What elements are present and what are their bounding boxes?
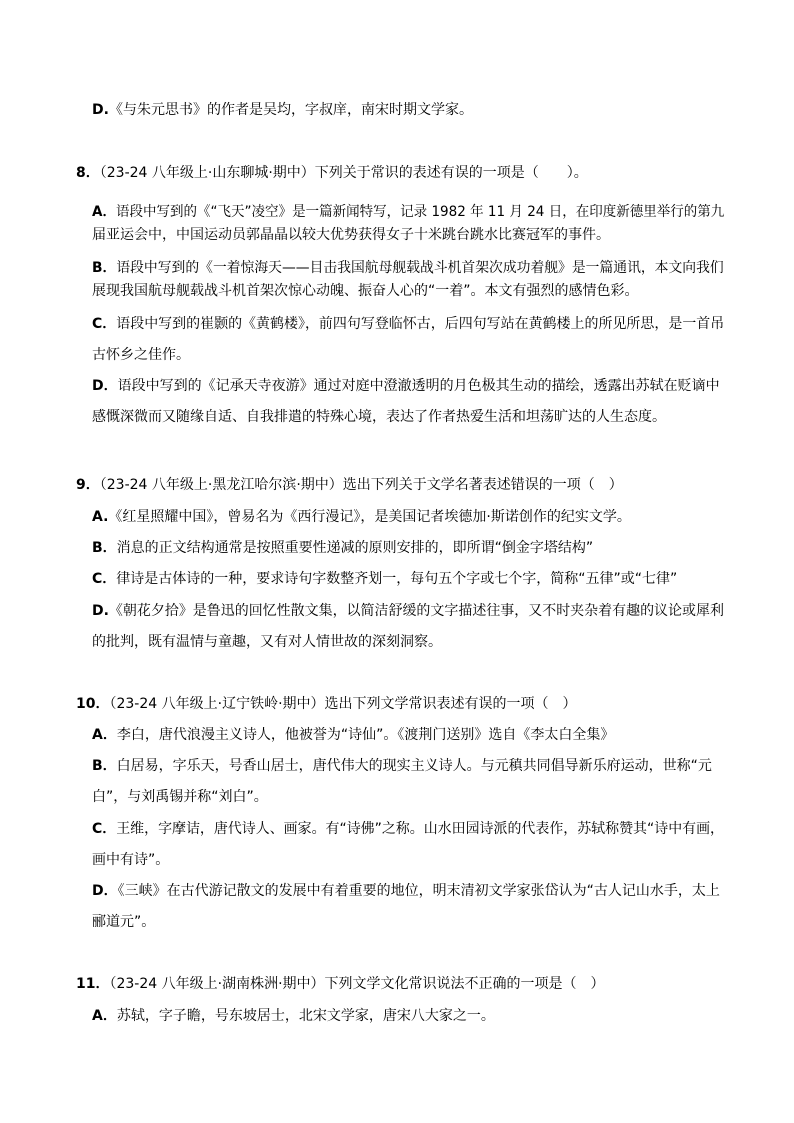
- question-number: 8．: [76, 165, 100, 181]
- option-text: 《红星照耀中国》，曾易名为《西行漫记》，是美国记者埃德加·斯诺创作的纪实文学。: [108, 509, 631, 525]
- option-line: [92, 1006, 495, 1026]
- option-line: [92, 258, 724, 278]
- option-label: D．: [92, 883, 118, 899]
- option-line-continued: [92, 345, 190, 365]
- option-label: B．: [92, 540, 117, 556]
- question-source: （23-24 八年级上·辽宁铁岭·期中）: [109, 696, 325, 712]
- option-label: B．: [92, 260, 117, 276]
- option-line-continued: [92, 632, 442, 652]
- option-text: 白”，与刘禹锡并称“刘白”。: [92, 789, 268, 805]
- question-number: 9．: [76, 477, 100, 493]
- option-text: 《与朱元思书》的作者是吴均，字叔庠，南宋时期文学家。: [108, 102, 473, 118]
- option-text: 语段中写到的崔颢的《黄鹤楼》，前四句写登临怀古，后四句写站在黄鹤楼上的所见所思，是一首吊: [116, 316, 725, 332]
- option-text: 语段中写到的《记承天寺夜游》通过对庭中澄澈透明的月色极其生动的描绘，透露出苏轼在贬谪中: [117, 378, 720, 394]
- option-label: B．: [92, 758, 117, 774]
- option-text: 王维，字摩诘，唐代诗人、画家。有“诗佛”之称。山水田园诗派的代表作，苏轼称赞其“诗中有画，: [116, 821, 725, 837]
- option-label: D.: [92, 603, 109, 619]
- option-label: C．: [92, 821, 117, 837]
- option-text: 苏轼，字子瞻，号东坡居士，北宋文学家，唐宋八大家之一。: [116, 1008, 495, 1024]
- question-text: 下列文学文化常识说法不正确的一项是（ ）: [324, 976, 605, 992]
- option-line: [92, 538, 593, 558]
- option-text: 感慨深微而又随缘自适、自我排遣的特殊心境，表达了作者热爱生活和坦荡旷达的人生态度。: [92, 409, 666, 425]
- option-text: 律诗是古体诗的一种，要求诗句字数整齐划一，每句五个字或七个字，简称“五律”或“七律”: [116, 571, 678, 587]
- question-text: 选出下列关于文学名著表述错误的一项（ ）: [342, 477, 623, 493]
- option-line: [92, 376, 720, 396]
- question-stem: [76, 475, 623, 495]
- option-text: 《朝花夕拾》是鲁迅的回忆性散文集，以简洁舒缓的文字描述往事，又不时夹杂着有趣的议论或犀利: [108, 603, 724, 619]
- option-line: [92, 100, 473, 120]
- option-line: [92, 756, 712, 776]
- question-stem: [76, 694, 577, 714]
- option-line: [92, 819, 724, 839]
- option-text: 届亚运会中，中国运动员郭晶晶以较大优势获得女子十米跳台跳水比赛冠军的事件。: [92, 227, 610, 243]
- option-line: [92, 314, 724, 334]
- option-text: 《三峡》在古代游记散文的发展中有着重要的地位，明末清初文学家张岱认为“古人记山水手，太上: [117, 883, 720, 899]
- option-label: D．: [92, 378, 118, 394]
- option-text: 古怀乡之佳作。: [92, 347, 190, 363]
- option-line-continued: [92, 407, 666, 427]
- option-line: [92, 569, 677, 589]
- option-line-continued: [92, 281, 639, 301]
- option-text: 李白，唐代浪漫主义诗人，他被誉为“诗仙”。《渡荆门送别》选自《李太白全集》: [116, 727, 615, 743]
- option-line: [92, 202, 724, 222]
- option-text: 语段中写到的《“飞天”凌空》是一篇新闻特写，记录 1982 年 11 月 24 日，在印度新德里举行的第九: [115, 204, 725, 220]
- option-text: 白居易，字乐天，号香山居士，唐代伟大的现实主义诗人。与元稹共同倡导新乐府运动，世称“元: [116, 758, 712, 774]
- option-line: [92, 881, 720, 901]
- option-text: 画中有诗”。: [92, 852, 170, 868]
- option-label: D.: [92, 102, 109, 118]
- option-label: A．: [92, 204, 116, 220]
- option-label: C．: [92, 571, 117, 587]
- option-text: 语段中写到的《一着惊海天——目击我国航母舰载战斗机首架次成功着舰》是一篇通讯，本文向我们: [116, 260, 724, 276]
- question-stem: [76, 163, 588, 183]
- option-label: A.: [92, 509, 109, 525]
- question-number: 11．: [76, 976, 110, 992]
- option-text: 消息的正文结构通常是按照重要性递减的原则安排的，即所谓“倒金字塔结构”: [116, 540, 594, 556]
- question-source: （23-24 八年级上·山东聊城·期中）: [99, 165, 315, 181]
- option-line: [92, 601, 724, 621]
- option-text: 的批判，既有温情与童趣，又有对人情世故的深刻洞察。: [92, 634, 442, 650]
- question-text: 选出下列文学常识表述有误的一项（ ）: [324, 696, 577, 712]
- option-line: [92, 725, 614, 745]
- option-label: A．: [92, 1008, 117, 1024]
- option-line-continued: [92, 225, 610, 245]
- question-text: 下列关于常识的表述有误的一项是（ ）。: [314, 165, 588, 181]
- question-stem: [76, 974, 605, 994]
- option-line: [92, 507, 631, 527]
- option-label: C．: [92, 316, 117, 332]
- option-line-continued: [92, 912, 155, 932]
- question-number: 10．: [76, 696, 110, 712]
- question-source: （23-24 八年级上·湖南株洲·期中）: [109, 976, 325, 992]
- option-label: A．: [92, 727, 117, 743]
- option-line-continued: [92, 787, 268, 807]
- option-text: 展现我国航母舰载战斗机首架次惊心动魄、振奋人心的“一着”。本文有强烈的感情色彩。: [92, 283, 639, 299]
- option-line-continued: [92, 850, 169, 870]
- question-source: （23-24 八年级上·黑龙江哈尔滨·期中）: [99, 477, 343, 493]
- option-text: 郦道元”。: [92, 914, 156, 930]
